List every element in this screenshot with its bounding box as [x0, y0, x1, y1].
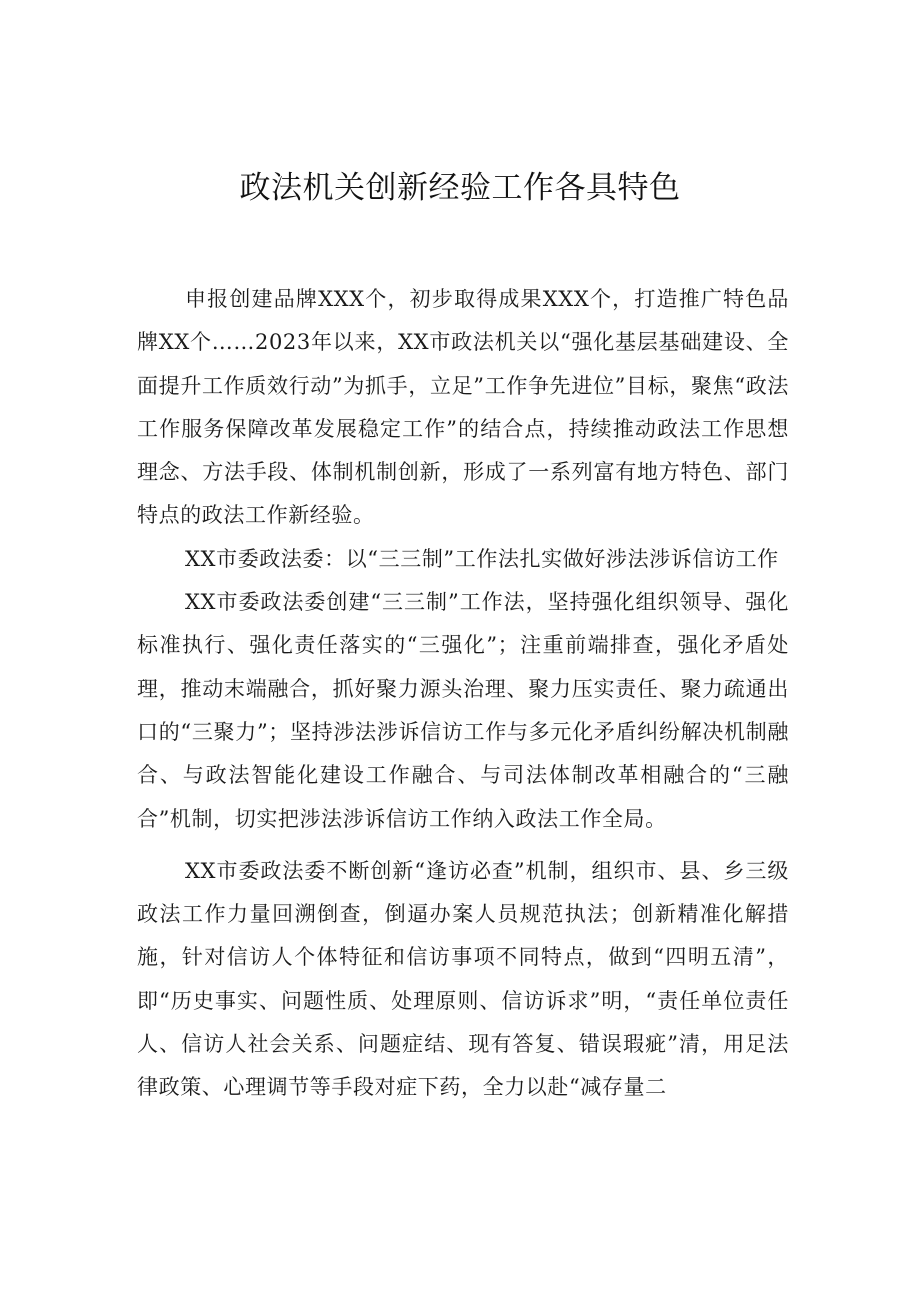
body-paragraph: XX市委政法委不断创新“逢访必查”机制，组织市、县、乡三级政法工作力量回溯倒查，倒逼办案人员规范执法；创新精准化解措施，针对信访人个体特征和信访事项不同特点，做到“四明五清”，即“历史事实、问题性质、处理原则、信访诉求”明，“责任单位责任人、信访人社会关系、问题症结、现有答复、错误瑕疵”清，用足法律政策、心理调节等手段对症下药，全力以赴“减存量二: [137, 858, 789, 1100]
document-body: [137, 278, 789, 1110]
intro-paragraph: 申报创建品牌XXX个，初步取得成果XXX个，打造推广特色品牌XX个……2023年以来，XX市政法机关以“强化基层基础建设、全面提升工作质效行动”为抓手，立足”工作争先进位”目标，聚焦“政法工作服务保障改革发展稳定工作”的结合点，持续推动政法工作思想理念、方法手段、体制机制创新，形成了一系列富有地方特色、部门特点的政法工作新经验。: [137, 287, 789, 528]
document-title: 政法机关创新经验工作各具特色: [239, 170, 681, 206]
section-heading: XX市委政法委：以“三三制”工作法扎实做好涉法涉诉信访工作: [185, 546, 779, 571]
body-paragraph: XX市委政法委创建“三三制”工作法，坚持强化组织领导、强化标准执行、强化责任落实的“三强化”；注重前端排查，强化矛盾处理，推动末端融合，抓好聚力源头治理、聚力压实责任、聚力疏通出口的“三聚力”；坚持涉法涉诉信访工作与多元化矛盾纠纷解决机制融合、与政法智能化建设工作融合、与司法体制改革相融合的“三融合”机制，切实把涉法涉诉信访工作纳入政法工作全局。: [137, 590, 789, 831]
